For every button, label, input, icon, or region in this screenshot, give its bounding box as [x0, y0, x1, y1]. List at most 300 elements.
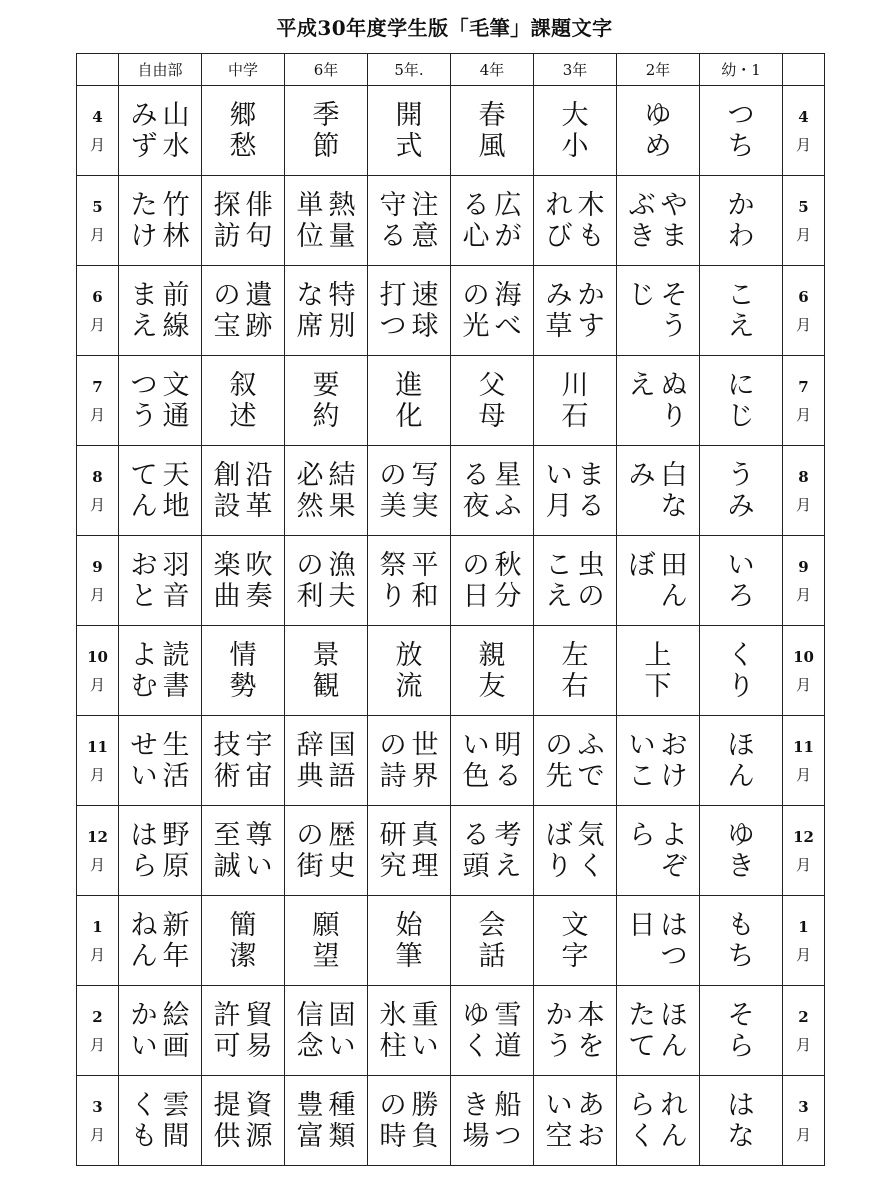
vertical-text	[368, 896, 450, 985]
assignment-cell	[451, 896, 534, 986]
month-unit: 月	[89, 405, 105, 424]
vertical-text	[451, 1076, 533, 1165]
text-column	[642, 100, 674, 162]
assignment-cell	[368, 896, 451, 986]
text-column	[160, 550, 192, 612]
text-column	[227, 910, 259, 972]
assignment-char: ず	[130, 131, 158, 162]
assignment-char: 創	[213, 460, 241, 491]
assignment-char: 線	[162, 311, 190, 342]
assignment-char: な	[727, 1121, 755, 1152]
assignment-char: よ	[660, 820, 688, 851]
assignment-char: 世	[411, 730, 439, 761]
assignment-cell	[451, 536, 534, 626]
vertical-text	[202, 716, 284, 805]
text-column	[160, 460, 192, 522]
assignment-char: 写	[411, 460, 439, 491]
text-column	[575, 730, 607, 792]
assignment-cell	[119, 896, 202, 986]
vertical-text	[119, 986, 201, 1075]
assignment-cell	[119, 986, 202, 1076]
assignment-char: ん	[727, 761, 755, 792]
assignment-char: 供	[213, 1121, 241, 1152]
assignment-cell	[368, 986, 451, 1076]
assignment-char: じ	[628, 280, 656, 311]
assignment-char: 道	[494, 1031, 522, 1062]
vertical-text	[119, 536, 201, 625]
text-column	[326, 190, 358, 252]
assignment-char: け	[130, 221, 158, 252]
text-column	[460, 730, 492, 792]
vertical-text	[285, 986, 367, 1075]
assignment-cell	[285, 356, 368, 446]
assignment-cell	[119, 356, 202, 446]
text-column	[377, 820, 409, 882]
assignment-char: の	[296, 550, 324, 581]
assignment-cell	[119, 716, 202, 806]
assignment-char: こ	[628, 761, 656, 792]
month-label-left	[77, 896, 119, 986]
month-label-right	[783, 86, 825, 176]
assignment-char: 易	[245, 1031, 273, 1062]
assignment-char: か	[545, 1000, 573, 1031]
assignment-cell	[285, 266, 368, 356]
assignment-char: 画	[162, 1031, 190, 1062]
assignment-cell	[451, 446, 534, 536]
assignment-char: 郷	[229, 100, 257, 131]
assignment-char: 然	[296, 491, 324, 522]
month-number: 7	[92, 377, 103, 396]
assignment-char: い	[328, 1031, 356, 1062]
assignment-cell	[617, 986, 700, 1076]
vertical-text	[285, 86, 367, 175]
text-column	[326, 280, 358, 342]
assignment-char: ち	[727, 941, 755, 972]
text-column	[227, 370, 259, 432]
assignment-char: せ	[130, 730, 158, 761]
assignment-char: の	[462, 550, 490, 581]
assignment-char: 界	[411, 761, 439, 792]
assignment-char: 潔	[229, 941, 257, 972]
month-label-left	[77, 446, 119, 536]
assignment-char: 先	[545, 761, 573, 792]
text-column	[128, 370, 160, 432]
assignment-char: 石	[561, 401, 589, 432]
month-label-left	[77, 86, 119, 176]
assignment-char: 簡	[229, 910, 257, 941]
vertical-text	[451, 626, 533, 715]
text-column	[128, 820, 160, 882]
text-column	[128, 640, 160, 702]
assignment-char: 本	[577, 1000, 605, 1031]
vertical-text	[534, 986, 616, 1075]
text-column	[409, 190, 441, 252]
month-number: 1	[798, 917, 809, 936]
assignment-char: 負	[411, 1121, 439, 1152]
assignment-char: 類	[328, 1121, 356, 1152]
assignment-char: の	[296, 820, 324, 851]
text-column	[409, 1090, 441, 1152]
text-column	[658, 370, 690, 432]
text-column	[294, 730, 326, 792]
text-column	[128, 910, 160, 972]
assignment-cell	[617, 356, 700, 446]
assignment-char: 技	[213, 730, 241, 761]
assignment-char: 気	[577, 820, 605, 851]
vertical-text	[451, 806, 533, 895]
assignment-char: 景	[312, 640, 340, 671]
vertical-text	[700, 86, 782, 175]
assignment-cell	[534, 626, 617, 716]
text-column	[393, 370, 425, 432]
vertical-text	[368, 86, 450, 175]
text-column	[725, 370, 757, 432]
month-unit: 月	[795, 1035, 811, 1054]
month-unit: 月	[89, 225, 105, 244]
text-column	[543, 1090, 575, 1152]
assignment-char: 空	[545, 1121, 573, 1152]
assignment-char: く	[577, 851, 605, 882]
month-label-left	[77, 806, 119, 896]
assignment-char: 究	[379, 851, 407, 882]
vertical-text	[617, 266, 699, 355]
vertical-text	[617, 716, 699, 805]
table-row	[77, 716, 825, 806]
assignment-cell	[700, 176, 783, 266]
assignment-char: 広	[494, 190, 522, 221]
assignment-char: い	[628, 730, 656, 761]
assignment-char: か	[727, 190, 755, 221]
assignment-cell	[700, 716, 783, 806]
assignment-cell	[285, 626, 368, 716]
assignment-char: 曲	[213, 581, 241, 612]
assignment-char: け	[660, 761, 688, 792]
vertical-text	[534, 896, 616, 985]
text-column	[243, 280, 275, 342]
assignment-char: 年	[162, 941, 190, 972]
assignment-cell	[368, 1076, 451, 1166]
assignment-cell	[700, 86, 783, 176]
vertical-text	[700, 896, 782, 985]
vertical-text	[534, 806, 616, 895]
month-label-left	[77, 1076, 119, 1166]
vertical-text	[119, 176, 201, 265]
month-label-right	[783, 986, 825, 1076]
assignment-char: 節	[312, 131, 340, 162]
assignment-char: 許	[213, 1000, 241, 1031]
assignment-cell	[202, 626, 285, 716]
assignment-char: え	[545, 581, 573, 612]
vertical-text	[451, 266, 533, 355]
assignment-char: 分	[494, 581, 522, 612]
vertical-text	[451, 176, 533, 265]
assignment-char: 遺	[245, 280, 273, 311]
assignment-char: 位	[296, 221, 324, 252]
assignment-char: い	[245, 851, 273, 882]
month-unit: 月	[795, 225, 811, 244]
text-column	[476, 100, 508, 162]
assignment-char: 母	[478, 401, 506, 432]
assignment-char: 打	[379, 280, 407, 311]
text-column	[294, 280, 326, 342]
vertical-text	[700, 716, 782, 805]
month-unit: 月	[89, 135, 105, 154]
text-column	[160, 280, 192, 342]
assignment-char: 夫	[328, 581, 356, 612]
month-unit: 月	[795, 675, 811, 694]
assignment-char: 跡	[245, 311, 273, 342]
text-column	[543, 460, 575, 522]
month-label-right	[783, 626, 825, 716]
text-column	[658, 190, 690, 252]
assignment-char: ふ	[494, 491, 522, 522]
text-column	[294, 1090, 326, 1152]
assignment-char: 雪	[494, 1000, 522, 1031]
assignment-char: 約	[312, 401, 340, 432]
month-number: 9	[798, 557, 809, 576]
text-column	[575, 190, 607, 252]
assignment-char: あ	[577, 1090, 605, 1121]
assignment-cell	[451, 626, 534, 716]
assignment-char: 設	[213, 491, 241, 522]
assignment-char: 真	[411, 820, 439, 851]
vertical-text	[285, 176, 367, 265]
assignment-char: 注	[411, 190, 439, 221]
assignment-char: 草	[545, 311, 573, 342]
assignment-char: が	[494, 221, 522, 252]
month-label-left	[77, 536, 119, 626]
month-number: 12	[793, 827, 814, 846]
assignment-char: く	[727, 640, 755, 671]
assignment-char: 量	[328, 221, 356, 252]
assignment-char: 宇	[245, 730, 273, 761]
assignment-cell	[700, 266, 783, 356]
table-row	[77, 896, 825, 986]
vertical-text	[700, 176, 782, 265]
month-number: 3	[92, 1097, 103, 1116]
text-column	[409, 280, 441, 342]
assignment-char: 会	[478, 910, 506, 941]
assignment-char: 速	[411, 280, 439, 311]
assignment-char: 重	[411, 1000, 439, 1031]
vertical-text	[285, 536, 367, 625]
assignment-char: ら	[628, 1090, 656, 1121]
text-column	[543, 820, 575, 882]
assignment-cell	[617, 536, 700, 626]
assignment-cell	[534, 176, 617, 266]
vertical-text	[202, 176, 284, 265]
assignment-char: 白	[660, 460, 688, 491]
assignment-char: 式	[395, 131, 423, 162]
text-column	[626, 280, 658, 311]
assignment-cell	[202, 536, 285, 626]
vertical-text	[534, 266, 616, 355]
text-column	[310, 910, 342, 972]
text-column	[294, 190, 326, 252]
text-column	[626, 460, 658, 491]
assignment-char: た	[130, 190, 158, 221]
month-number: 5	[798, 197, 809, 216]
assignment-char: い	[727, 550, 755, 581]
assignment-cell	[534, 266, 617, 356]
vertical-text	[534, 626, 616, 715]
assignment-char: す	[577, 311, 605, 342]
assignment-char: 典	[296, 761, 324, 792]
text-column	[326, 460, 358, 522]
month-unit: 月	[89, 855, 105, 874]
assignment-cell	[534, 86, 617, 176]
assignment-char: め	[644, 131, 672, 162]
text-column	[393, 640, 425, 702]
assignment-char: た	[628, 1000, 656, 1031]
text-column	[725, 100, 757, 162]
header-grade-6: 6年	[285, 54, 368, 86]
assignment-char: り	[660, 401, 688, 432]
vertical-text	[285, 446, 367, 535]
assignment-cell	[119, 806, 202, 896]
assignment-char: 地	[162, 491, 190, 522]
month-number: 6	[798, 287, 809, 306]
text-column	[377, 280, 409, 342]
text-column	[492, 1090, 524, 1152]
month-number: 2	[798, 1007, 809, 1026]
assignment-char: 星	[494, 460, 522, 491]
assignment-char: 書	[162, 671, 190, 702]
assignment-cell	[119, 1076, 202, 1166]
assignment-char: 勝	[411, 1090, 439, 1121]
vertical-text	[368, 266, 450, 355]
assignment-char: 木	[577, 190, 605, 221]
assignment-char: 席	[296, 311, 324, 342]
assignment-cell	[451, 806, 534, 896]
text-column	[310, 370, 342, 432]
vertical-text	[368, 806, 450, 895]
vertical-text	[202, 86, 284, 175]
assignment-char: 研	[379, 820, 407, 851]
text-column	[294, 1000, 326, 1062]
assignment-char: 生	[162, 730, 190, 761]
assignment-char: 情	[229, 640, 257, 671]
text-column	[658, 820, 690, 882]
assignment-char: こ	[545, 550, 573, 581]
text-column	[725, 280, 757, 342]
month-number: 11	[793, 737, 814, 756]
vertical-text	[617, 536, 699, 625]
assignment-cell	[285, 446, 368, 536]
header-grade-2: 2年	[617, 54, 700, 86]
assignment-char: 富	[296, 1121, 324, 1152]
corner-cell-right	[783, 54, 825, 86]
assignment-char: ほ	[660, 1000, 688, 1031]
assignment-cell	[534, 806, 617, 896]
assignment-char: お	[130, 550, 158, 581]
assignment-char: 球	[411, 311, 439, 342]
vertical-text	[368, 626, 450, 715]
month-number: 5	[92, 197, 103, 216]
assignment-cell	[534, 986, 617, 1076]
text-column	[725, 820, 757, 882]
text-column	[211, 1000, 243, 1062]
month-number: 10	[793, 647, 814, 666]
assignment-cell	[700, 806, 783, 896]
assignment-char: 句	[245, 221, 273, 252]
assignment-char: 念	[296, 1031, 324, 1062]
assignment-char: 羽	[162, 550, 190, 581]
assignment-cell	[617, 896, 700, 986]
text-column	[658, 730, 690, 792]
text-column	[409, 820, 441, 882]
text-column	[626, 820, 658, 851]
month-label-left	[77, 986, 119, 1076]
text-column	[294, 550, 326, 612]
vertical-text	[700, 986, 782, 1075]
month-number: 6	[92, 287, 103, 306]
assignment-cell	[617, 806, 700, 896]
text-column	[725, 910, 757, 972]
assignment-char: な	[660, 491, 688, 522]
vertical-text	[534, 86, 616, 175]
header-grade-4: 4年	[451, 54, 534, 86]
assignment-char: 父	[478, 370, 506, 401]
assignment-char: 願	[312, 910, 340, 941]
vertical-text	[285, 356, 367, 445]
assignment-char: 述	[229, 401, 257, 432]
assignment-cell	[368, 266, 451, 356]
month-number: 12	[87, 827, 108, 846]
text-column	[626, 370, 658, 401]
text-column	[128, 550, 160, 612]
assignment-char: 源	[245, 1121, 273, 1152]
vertical-text	[617, 986, 699, 1075]
text-column	[543, 280, 575, 342]
assignment-cell	[285, 896, 368, 986]
vertical-text	[368, 1076, 450, 1165]
text-column	[543, 550, 575, 612]
text-column	[492, 730, 524, 792]
assignment-char: も	[727, 910, 755, 941]
assignment-cell	[617, 716, 700, 806]
assignment-char: 小	[561, 131, 589, 162]
assignment-char: 筆	[395, 941, 423, 972]
assignment-char: 光	[462, 311, 490, 342]
assignment-char: れ	[660, 1090, 688, 1121]
text-column	[543, 190, 575, 252]
assignment-char: で	[577, 761, 605, 792]
month-unit: 月	[89, 675, 105, 694]
month-unit: 月	[89, 765, 105, 784]
assignment-cell	[202, 1076, 285, 1166]
assignment-char: み	[130, 100, 158, 131]
assignment-char: 平	[411, 550, 439, 581]
assignment-char: 字	[561, 941, 589, 972]
text-column	[658, 910, 690, 972]
month-label-left	[77, 626, 119, 716]
text-column	[211, 190, 243, 252]
vertical-text	[617, 356, 699, 445]
assignment-cell	[202, 446, 285, 536]
text-column	[626, 550, 658, 581]
text-column	[460, 550, 492, 612]
vertical-text	[617, 176, 699, 265]
assignment-char: 要	[312, 370, 340, 401]
assignment-char: 必	[296, 460, 324, 491]
assignment-char: 和	[411, 581, 439, 612]
assignment-char: み	[628, 460, 656, 491]
month-number: 9	[92, 557, 103, 576]
vertical-text	[451, 86, 533, 175]
text-column	[575, 280, 607, 342]
assignment-char: 大	[561, 100, 589, 131]
